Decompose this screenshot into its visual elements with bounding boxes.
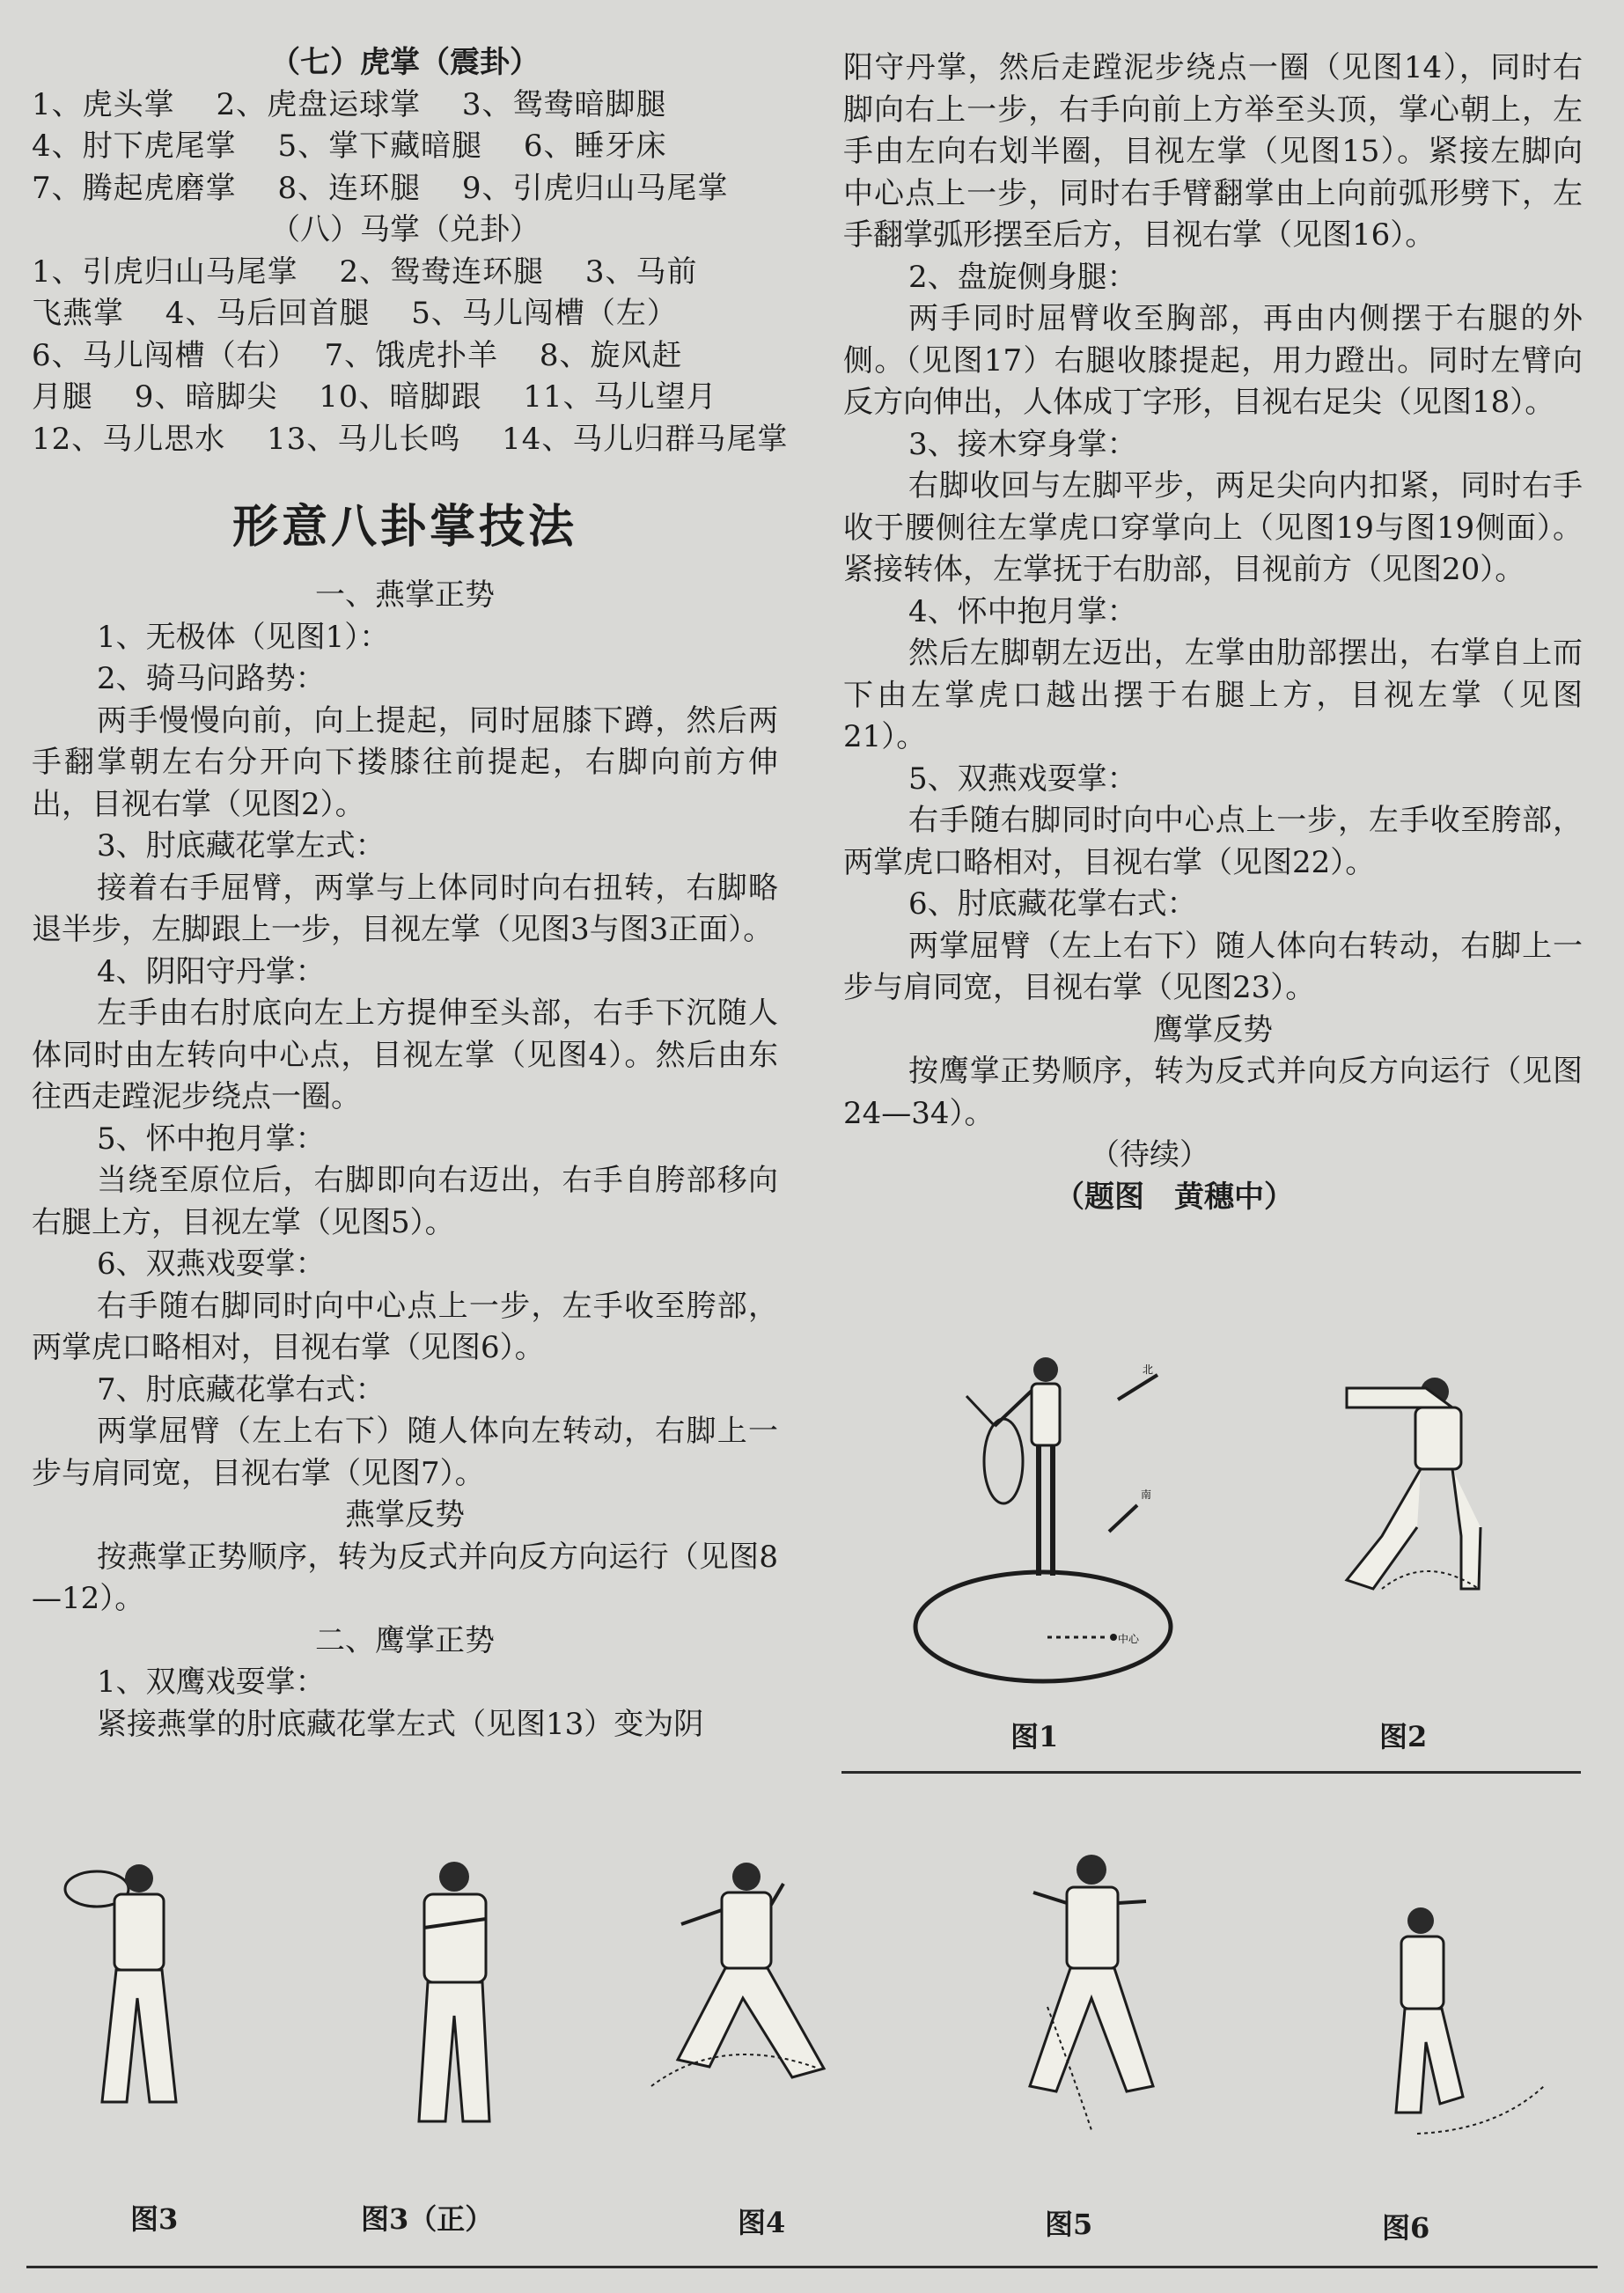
left-column (32, 42, 789, 1745)
figure-2-illustration (1329, 1369, 1523, 1606)
step-text: 接着右手屈臂，两掌与上体同时向右扭转，右脚略退半步，左脚跟上一步，目视左掌（见图3与图3正面）。 (32, 870, 778, 947)
step-heading: 3、肘底藏花掌左式： (97, 828, 386, 864)
bottom-rule (26, 2266, 1598, 2268)
south-mark: 南 (1141, 1488, 1152, 1501)
step-heading: 6、肘底藏花掌右式： (908, 886, 1197, 922)
horse-palm-list-line: 月腿 9、暗脚尖 10、暗脚跟 11、马儿望月 (32, 379, 717, 415)
step-heading: 6、双燕戏耍掌： (97, 1246, 326, 1282)
continued-text: 阳守丹掌，然后走蹚泥步绕点一圈（见图14），同时右脚向右上一步，右手向前上方举至头顶，掌心朝上，左手由左向右划半圈，目视左掌（见图15）。紧接左脚向中心点上一步，同时右手臂翻掌由上向前弧形劈下，左手翻掌弧形摆至后方，目视右掌（见图16）。 (843, 50, 1583, 253)
step-text: 两掌屈臂（左上右下）随人体向左转动，右脚上一步与肩同宽，目视右掌（见图7）。 (32, 1414, 778, 1491)
figure-6-caption: 图6 (1382, 2211, 1430, 2245)
horse-palm-list-line: 6、马儿闯槽（右） 7、饿虎扑羊 8、旋风赶 (32, 337, 683, 373)
reverse-heading: 鹰掌反势 (1153, 1011, 1273, 1047)
step-heading: 5、怀中抱月掌： (97, 1121, 326, 1157)
horse-palm-list-line: 飞燕掌 4、马后回首腿 5、马儿闯槽（左） (32, 296, 678, 331)
center-mark: 中心 (1118, 1633, 1140, 1645)
horse-palm-list-line: 12、马儿思水 13、马儿长鸣 14、马儿归群马尾掌 (32, 421, 789, 457)
step-heading: 2、盘旋侧身腿： (908, 259, 1137, 295)
reverse-text: 按鹰掌正势顺序，转为反式并向反方向运行（见图24—34）。 (843, 1054, 1583, 1131)
figure-1-caption: 图1 (1010, 1720, 1059, 1753)
reverse-text: 按燕掌正势顺序，转为反式并向反方向运行（见图8—12）。 (32, 1539, 778, 1616)
step-text: 两掌屈臂（左上右下）随人体向右转动，右脚上一步与肩同宽，目视右掌（见图23）。 (843, 928, 1583, 1005)
figure-3-front-illustration (387, 1857, 519, 2139)
step-text: 右手随右脚同时向中心点上一步，左手收至胯部，两掌虎口略相对，目视右掌（见图22）。 (843, 803, 1583, 880)
figure-2-caption: 图2 (1379, 1720, 1428, 1753)
step-text: 两手慢慢向前，向上提起，同时屈膝下蹲，然后两手翻掌朝左右分开向下搂膝往前提起，右脚向前方伸出，目视右掌（见图2）。 (32, 702, 778, 822)
right-column (843, 48, 1583, 1218)
step-heading: 3、接木穿身掌： (908, 426, 1137, 462)
reverse-heading: 燕掌反势 (345, 1497, 465, 1532)
step-heading: 7、肘底藏花掌右式： (97, 1371, 386, 1407)
step-heading: 4、阴阳守丹掌： (97, 953, 326, 989)
figure-5-illustration (995, 1848, 1188, 2139)
step-text: 右手随右脚同时向中心点上一步，左手收至胯部，两掌虎口略相对，目视右掌（见图6）。 (32, 1288, 778, 1365)
horse-palm-list-line: 1、引虎归山马尾掌 2、鸳鸯连环腿 3、马前 (32, 254, 698, 290)
step-heading: 1、无极体（见图1）： (97, 619, 390, 655)
step-heading: 1、双鹰戏耍掌： (97, 1665, 326, 1700)
section-heading: 二、鹰掌正势 (315, 1622, 495, 1658)
to-be-continued: （待续） (1090, 1137, 1209, 1172)
figure-3-front-caption: 图3（正） (361, 2202, 494, 2236)
figure-4-caption: 图4 (738, 2206, 786, 2239)
horse-palm-heading: （八）马掌（兑卦） (270, 212, 540, 247)
figure-6-illustration (1356, 1901, 1567, 2139)
tiger-palm-list-line: 1、虎头掌 2、虎盘运球掌 3、鸳鸯暗脚腿 (32, 86, 667, 122)
step-text: 然后左脚朝左迈出，左掌由肋部摆出，右掌自上而下由左掌虎口越出摆于右腿上方，目视左掌（见图21）。 (843, 636, 1583, 754)
figure-1-illustration (907, 1347, 1197, 1699)
figure-4-illustration (651, 1857, 854, 2113)
step-text: 两手同时屈臂收至胸部，再由内侧摆于右腿的外侧。（见图17）右腿收膝提起，用力蹬出。同时左臂向反方向伸出，人体成丁字形，目视右足尖（见图18）。 (843, 301, 1583, 420)
figure-divider (841, 1771, 1581, 1774)
figure-3-caption: 图3 (130, 2202, 179, 2236)
step-text: 当绕至原位后，右脚即向右迈出，右手自胯部移向右腿上方，目视左掌（见图5）。 (32, 1163, 778, 1240)
step-text: 右脚收回与左脚平步，两足尖向内扣紧，同时右手收于腰侧往左掌虎口穿掌向上（见图19与图19侧面）。紧接转体，左掌抚于右肋部，目视前方（见图20）。 (843, 468, 1583, 587)
tiger-palm-list-line: 7、腾起虎磨掌 8、连环腿 9、引虎归山马尾掌 (32, 170, 729, 206)
step-text: 紧接燕掌的肘底藏花掌左式（见图13）变为阴 (97, 1706, 704, 1742)
illustration-credit: （题图 黄穗中） (1054, 1179, 1294, 1215)
step-heading: 4、怀中抱月掌： (908, 593, 1137, 629)
north-mark: 北 (1143, 1363, 1154, 1376)
article-title: 形意八卦掌技法 (231, 500, 577, 554)
section-heading: 一、燕掌正势 (315, 577, 495, 613)
tiger-palm-heading: （七）虎掌（震卦） (270, 45, 540, 80)
step-heading: 2、骑马问路势： (97, 661, 326, 696)
step-heading: 5、双燕戏耍掌： (908, 761, 1137, 797)
step-text: 左手由右肘底向左上方提伸至头部，右手下沉随人体同时由左转向中心点，目视左掌（见图4）。然后由东往西走蹚泥步绕点一圈。 (32, 996, 778, 1114)
figure-5-caption: 图5 (1045, 2208, 1093, 2241)
figure-3-illustration (53, 1857, 202, 2113)
tiger-palm-list-line: 4、肘下虎尾掌 5、掌下藏暗腿 6、睡牙床 (32, 129, 667, 164)
